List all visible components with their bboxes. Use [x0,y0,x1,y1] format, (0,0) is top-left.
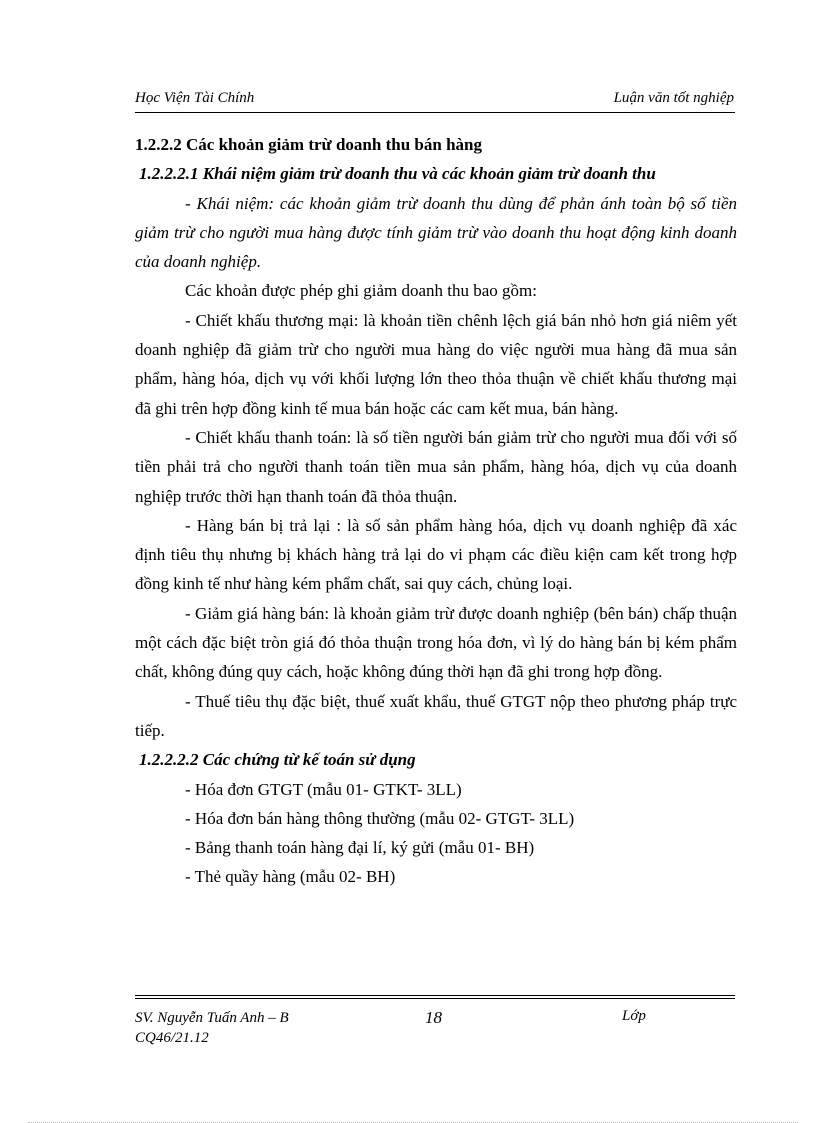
item-taxes: - Thuế tiêu thụ đặc biệt, thuế xuất khẩu, thuế GTGT nộp theo phương pháp trực tiếp. [135,691,737,740]
document-item: - Hóa đơn GTGT (mẫu 01- GTKT- 3LL) [185,779,462,799]
intro-paragraph: Các khoản được phép ghi giảm doanh thu bao gồm: [185,281,537,301]
header-doc-type: Luận văn tốt nghiệp [613,90,734,106]
header-school: Học Viện Tài Chính [135,90,255,106]
page-body [135,130,737,892]
item-payment-discount: - Chiết khấu thanh toán: là số tiền người bán giảm trừ cho người mua đối với số tiền phải trả cho người thanh toán tiền mua sản phẩm, hàng hóa, dịch vụ của doanh nghiệp trước thời hạn thanh toán đã thỏa thuận. [135,427,737,506]
footer-student-name: SV. Nguyễn Tuấn Anh – B [135,1010,289,1026]
document-item: - Hóa đơn bán hàng thông thường (mẫu 02- GTGT- 3LL) [185,808,575,828]
header-rule [135,112,735,113]
page-number: 18 [425,1008,442,1027]
item-trade-discount: - Chiết khấu thương mại: là khoản tiền chênh lệch giá bán nhỏ hơn giá niêm yết doanh nghiệp đã giảm trừ cho người mua hàng do việc người mua hàng đã mua sản phẩm, hàng hóa, dịch vụ với khối lượng lớn theo thỏa thuận về chiết khấu thương mại đã ghi trên hợp đồng kinh tế mua bán hoặc các cam kết mua, bán hàng. [135,310,737,418]
subsection-title-2: 1.2.2.2.2 Các chứng từ kế toán sử dụng [139,750,416,770]
subsection-title-1: 1.2.2.2.1 Khái niệm giảm trừ doanh thu và các khoản giảm trừ doanh thu [139,164,656,184]
document-item: - Thẻ quầy hàng (mẫu 02- BH) [185,867,396,887]
footer-rule-second [135,998,735,999]
document-item: - Bảng thanh toán hàng đại lí, ký gửi (mẫu 01- BH) [185,838,535,858]
item-sales-allowance: - Giảm giá hàng bán: là khoản giảm trừ được doanh nghiệp (bên bán) chấp thuận một cách đặc biệt tròn giá đó thỏa thuận trong hóa đơn, vì lý do hàng bán bị kém phẩm chất, không đúng quy cách, hoặc không đúng thời hạn đã ghi trong hợp đồng. [135,603,737,682]
footer-student-class: CQ46/21.12 [135,1030,209,1046]
footer-class-label: Lớp [622,1008,646,1024]
item-sales-returns: - Hàng bán bị trả lại : là số sản phẩm hàng hóa, dịch vụ doanh nghiệp đã xác định tiêu thụ nhưng bị khách hàng trả lại do vi phạm các điều kiện cam kết trong hợp đồng kinh tế như hàng kém phẩm chất, sai quy cách, chủng loại. [135,515,737,594]
footer-rule [135,995,735,996]
definition-paragraph: - Khái niệm: các khoản giảm trừ doanh thu dùng để phản ánh toàn bộ số tiền giảm trừ cho người mua hàng được tính giảm trừ vào doanh thu hoạt động kinh doanh của doanh nghiệp. [135,193,737,272]
footer-student [135,1008,289,1048]
section-title: 1.2.2.2 Các khoản giảm trừ doanh thu bán hàng [135,135,482,154]
